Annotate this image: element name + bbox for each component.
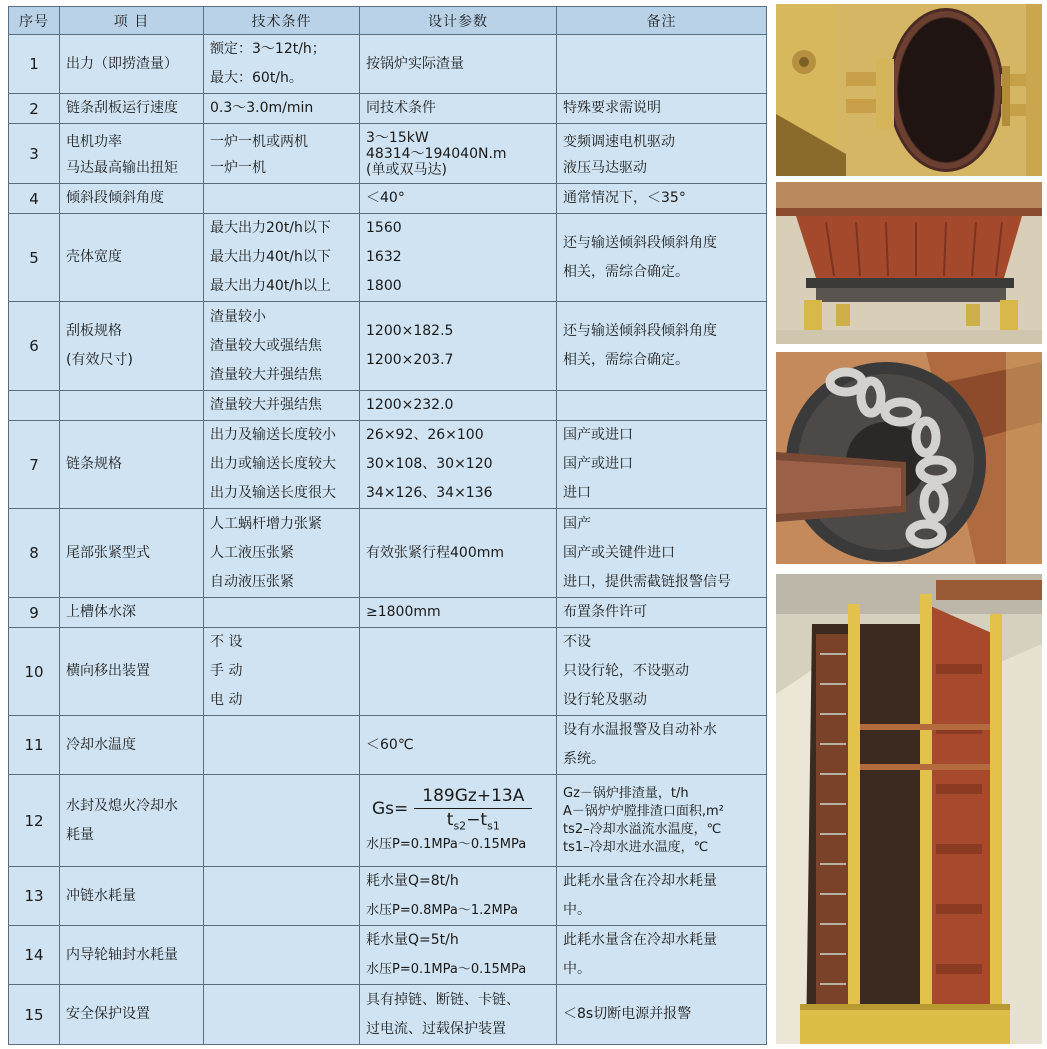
parameter-text: 34×126、34×136: [366, 485, 493, 501]
item-label: 上槽体水深: [66, 604, 136, 620]
col-header-item: 项 目: [60, 7, 204, 35]
condition-text: 人工蜗杆增力张紧: [210, 515, 322, 532]
item-label: 尾部张紧型式: [66, 544, 150, 561]
row-number: 11: [9, 716, 60, 775]
table-row: [9, 302, 767, 391]
note-text: ts1–冷却水进水温度，℃: [563, 839, 709, 855]
formula-lhs: Gs=: [372, 799, 409, 820]
formula-den-mid: −t: [466, 810, 488, 831]
table-row: [9, 35, 767, 94]
note-text: 布置条件许可: [563, 604, 647, 620]
parameter-text: 3～15kW: [366, 129, 429, 146]
note-text: 国产: [563, 515, 591, 532]
scraper-flight-image: [776, 182, 1042, 344]
header-row: [9, 7, 767, 35]
item-label: 壳体宽度: [66, 249, 122, 265]
item-label: 耗量: [66, 826, 94, 843]
condition-text: 一炉一机或两机: [210, 134, 308, 150]
note-text: ts2–冷却水溢流水温度，℃: [563, 821, 722, 837]
item-label: (有效尺寸): [66, 352, 133, 368]
item-label: 刮板规格: [66, 323, 122, 339]
condition-text: 手 动: [210, 663, 243, 679]
parameter-text: ≥1800mm: [366, 604, 441, 620]
note-cell: [557, 35, 767, 94]
door-hatch-image: [776, 4, 1042, 176]
note-text: 国产或关键件进口: [563, 544, 675, 561]
row-number: 9: [9, 598, 60, 628]
note-text: 此耗水量含在冷却水耗量: [563, 932, 717, 948]
parameter-text: 1560: [366, 220, 402, 236]
photo-conveyor-trough: [776, 574, 1042, 1044]
row-number: 2: [9, 94, 60, 124]
condition-text: 一炉一机: [210, 160, 266, 176]
col-header-note: 备注: [557, 7, 767, 35]
parameter-text: 按锅炉实际渣量: [366, 55, 464, 72]
condition-text: 渣量较大并强结焦: [210, 366, 322, 383]
table-row: [9, 598, 767, 628]
condition-text: 出力及输送长度较小: [210, 427, 336, 443]
table-row: [9, 926, 767, 985]
formula-den-a-sub: s2: [453, 819, 467, 833]
parameter-text: 有效张紧行程400mm: [366, 544, 504, 561]
item-label: 横向移出装置: [66, 663, 150, 679]
photo-door-hatch: [776, 4, 1042, 176]
item-label: 内导轮轴封水耗量: [66, 946, 178, 963]
condition-text: 额定：3～12t/h；: [210, 41, 326, 57]
note-text: 进口: [563, 485, 591, 501]
item-label: 安全保护设置: [66, 1006, 150, 1022]
note-text: 进口，提供需截链报警信号: [563, 573, 731, 590]
note-text: 液压马达驱动: [563, 160, 647, 176]
item-label: 马达最高输出扭矩: [66, 160, 178, 176]
note-text: 系统。: [563, 751, 605, 767]
note-text: 变频调速电机驱动: [563, 134, 675, 150]
condition-text: 不 设: [210, 634, 243, 650]
condition-text: 渣量较大或强结焦: [210, 337, 322, 354]
formula-den-b-sub: s1: [487, 819, 500, 833]
condition-text: 自动液压张紧: [210, 573, 294, 590]
condition-text: 最大出力20t/h以下: [210, 220, 331, 236]
condition-text: 最大出力40t/h以上: [210, 278, 331, 294]
table-row: [9, 421, 767, 509]
row-number: 15: [9, 985, 60, 1045]
col-header-condition: 技术条件: [204, 7, 360, 35]
table-row: [9, 184, 767, 214]
note-text: Gz－锅炉排渣量，t/h: [563, 785, 689, 801]
note-text: 国产或进口: [563, 456, 633, 472]
table-row: [9, 867, 767, 926]
row-number: 1: [9, 35, 60, 94]
condition-text: 最大：60t/h。: [210, 70, 303, 86]
condition-text: 最大出力40t/h以下: [210, 249, 331, 265]
table-row: [9, 214, 767, 302]
parameter-text: 耗水量Q=5t/h: [366, 932, 459, 948]
item-label: 出力（即捞渣量）: [66, 55, 178, 72]
note-text: 相关，需综合确定。: [563, 263, 689, 280]
photo-scraper-flight: [776, 182, 1042, 344]
condition-text: 出力及输送长度很大: [210, 485, 336, 501]
note-text: 设有水温报警及自动补水: [563, 722, 717, 738]
note-text: 只设行轮，不设驱动: [563, 663, 689, 679]
condition-text: 渣量较小: [210, 308, 266, 325]
item-label: 链条规格: [66, 456, 122, 472]
item-label: 冷却水温度: [66, 736, 136, 753]
formula-numerator: 189Gz+13A: [414, 786, 532, 809]
condition-text: 0.3～3.0m/min: [210, 100, 314, 116]
item-label: 冲链水耗量: [66, 887, 136, 904]
note-text: 还与输送倾斜段倾斜角度: [563, 234, 717, 251]
table-row: [9, 985, 767, 1045]
spec-table-container: [8, 6, 766, 1044]
parameter-text: 具有掉链、断链、卡链、: [366, 991, 520, 1008]
note-text: ＜8s切断电源并报警: [563, 1006, 692, 1022]
row-number: 14: [9, 926, 60, 985]
row-number: 13: [9, 867, 60, 926]
note-text: 还与输送倾斜段倾斜角度: [563, 323, 717, 339]
note-text: 设行轮及驱动: [563, 692, 647, 708]
photo-chain-sprocket: [776, 352, 1042, 564]
spec-table: [8, 6, 767, 1045]
table-row: [9, 716, 767, 775]
parameter-text: 26×92、26×100: [366, 427, 484, 443]
parameter-text: 同技术条件: [366, 100, 436, 116]
row-number: 5: [9, 214, 60, 302]
note-text: 通常情况下，＜35°: [563, 190, 686, 206]
parameter-text: 水压P=0.1MPa～0.15MPa: [366, 836, 527, 852]
note-text: 中。: [563, 902, 591, 918]
formula-denominator: [447, 809, 500, 832]
parameter-text: 1632: [366, 249, 402, 265]
col-header-no: 序号: [9, 7, 60, 35]
note-text: A－锅炉炉膛排渣口面积,m²: [563, 803, 724, 819]
chain-sprocket-image: [776, 352, 1042, 564]
row-number: 10: [9, 628, 60, 716]
table-row: [9, 628, 767, 716]
row-number: 6: [9, 302, 60, 391]
parameter-text: ＜60℃: [366, 736, 414, 753]
col-header-parameter: 设计参数: [360, 7, 557, 35]
table-row: [9, 124, 767, 184]
note-text: 相关，需综合确定。: [563, 352, 689, 368]
item-label: 电机功率: [66, 134, 122, 150]
parameter-text: 过电流、过载保护装置: [366, 1020, 506, 1037]
item-label: 倾斜段倾斜角度: [66, 190, 164, 206]
parameter-text: 1200×182.5: [366, 323, 454, 339]
item-label: 水封及熄火冷却水: [66, 797, 178, 814]
row-number: 7: [9, 421, 60, 509]
parameter-text: 1800: [366, 278, 402, 294]
parameter-text: 水压P=0.8MPa～1.2MPa: [366, 903, 518, 918]
condition-text: 出力或输送长度较大: [210, 456, 336, 472]
parameter-text: 水压P=0.1MPa～0.15MPa: [366, 962, 527, 977]
condition-text: 电 动: [210, 692, 243, 708]
parameter-text: 48314～194040N.m: [366, 145, 507, 162]
note-text: 中。: [563, 961, 591, 977]
condition-text: 人工液压张紧: [210, 544, 294, 561]
parameter-text: 30×108、30×120: [366, 456, 493, 472]
note-text: 此耗水量含在冷却水耗量: [563, 873, 717, 889]
table-row: [9, 391, 767, 421]
table-row: [9, 775, 767, 867]
row-number: 12: [9, 775, 60, 867]
formula-fraction: [414, 786, 532, 832]
conveyor-trough-image: [776, 574, 1042, 1044]
row-number: 8: [9, 509, 60, 598]
row-number: 3: [9, 124, 60, 184]
row-number: 4: [9, 184, 60, 214]
condition-text: 渣量较大并强结焦: [210, 397, 322, 413]
note-text: 不设: [563, 634, 591, 650]
parameter-text: 耗水量Q=8t/h: [366, 873, 459, 889]
table-row: [9, 94, 767, 124]
table-row: [9, 509, 767, 598]
water-consumption-formula: [366, 784, 550, 832]
note-text: 特殊要求需说明: [563, 100, 661, 116]
item-label: 链条刮板运行速度: [66, 100, 178, 116]
condition-cell: [204, 184, 360, 214]
parameter-text: (单或双马达): [366, 161, 447, 178]
parameter-text: 1200×203.7: [366, 352, 454, 368]
parameter-text: ＜40°: [366, 190, 405, 206]
parameter-text: 1200×232.0: [366, 397, 454, 413]
formula-den-a: t: [446, 810, 454, 831]
note-text: 国产或进口: [563, 427, 633, 443]
